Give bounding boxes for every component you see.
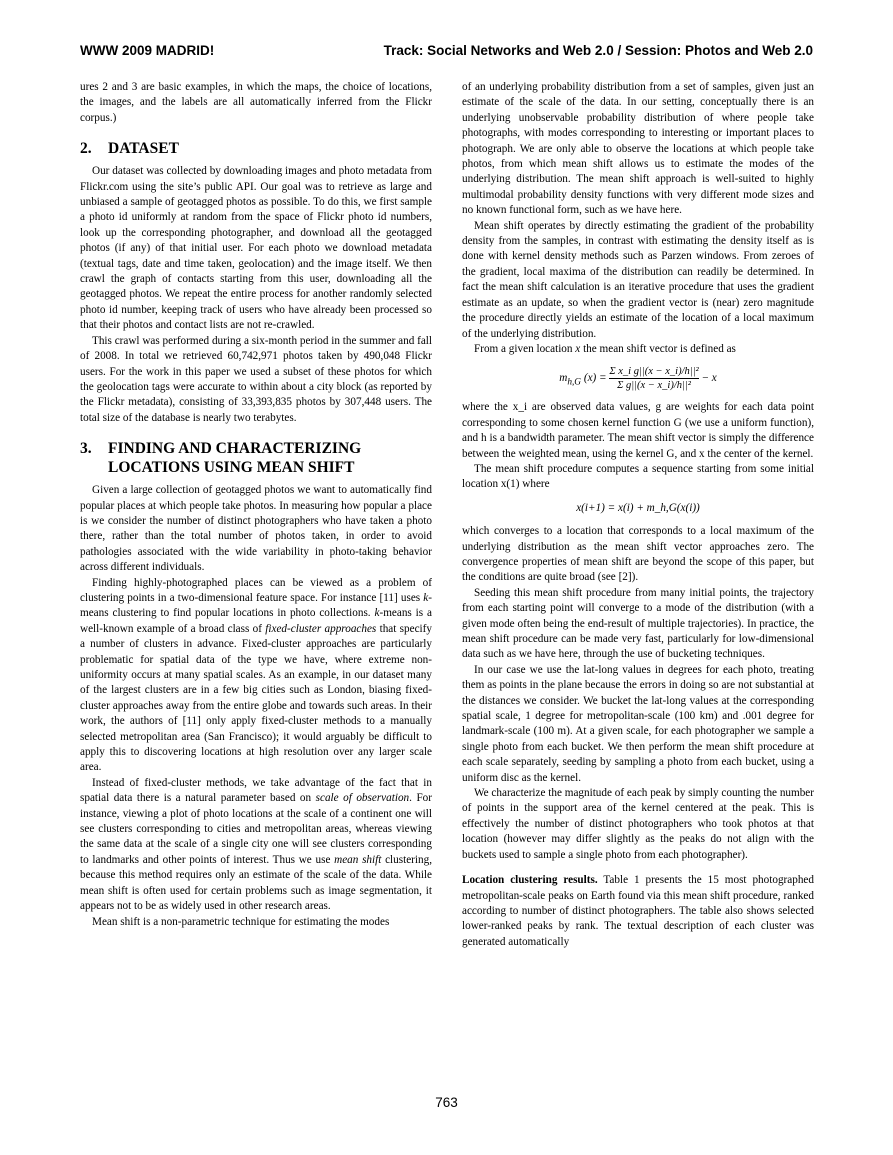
paragraph: We characterize the magnitude of each peak by simply counting the number of points in the support area of the kernel centered at the peak. This is effectively the number of distinct photographers who took photos at that location (however may differ slightly as the peaks do not align with the buckets used to sample a single photo from each photographer). <box>462 787 814 861</box>
section-heading-mean-shift <box>80 439 432 477</box>
section-number: 3. <box>80 440 92 458</box>
text-run: . For instance, viewing a plot of photo locations at the scale of a continent one will see clusters corresponding to cities and metropolitan areas, whereas viewing the same data at the scale of a single city one will see clusters corresponding to landmarks and other points of interest. Thus we use <box>80 792 433 866</box>
text-run: Finding highly-photographed places can be viewed as a problem of clustering points in a two-dimensional feature space. For instance [11] uses <box>80 576 432 604</box>
eq-subscript: h,G <box>567 377 582 388</box>
math-var: x <box>575 342 581 355</box>
eq-tail: − x <box>701 372 717 385</box>
paragraph: Given a large collection of geotagged photos we want to automatically find popular places at which people take photos. In measuring how popular a place is we consider the number of distinct photographers who have taken a photo there, rather than the total number of photos taken, in order to avoid pathologies associated with the wide variability in photo-taking behavior across different individuals. <box>80 484 432 574</box>
paragraph: The mean shift procedure computes a sequence starting from some initial location x(1) where <box>462 462 814 491</box>
paragraph: This crawl was performed during a six-month period in the summer and fall of 2008. In total we retrieved 60,742,971 photos taken by 490,048 Flickr users. For the work in this paper we used a subset of these photos for which the geolocation tags were accurate to within about a city block (as reported by the Flickr metadata), consisting of 33,393,835 photos by 307,448 users. The total size of the database is nearly two terabytes. <box>80 334 432 424</box>
conference-name: WWW 2009 MADRID! <box>80 43 215 58</box>
paragraph <box>80 576 432 776</box>
emphasis: fixed-cluster approaches <box>265 622 377 635</box>
left-column <box>80 80 432 930</box>
section-heading-dataset <box>80 139 432 158</box>
track-info: Track: Social Networks and Web 2.0 / Session: Photos and Web 2.0 <box>383 43 813 58</box>
iteration-equation: x(i+1) = x(i) + m_h,G(x(i)) <box>576 501 700 514</box>
page-number: 763 <box>435 1095 458 1110</box>
run-in-heading: Location clustering results. <box>462 874 598 887</box>
text-run: From a given location <box>474 342 576 355</box>
right-column <box>462 80 814 950</box>
paragraph: where the x_i are observed data values, g are weights for each data point corresponding to some chosen kernel function G (we use a uniform function), and h is a bandwidth parameter. The mean shift vector is simply the difference between the weighted mean, using the kernel G, and x the center of the kernel. <box>462 401 814 460</box>
eq-numerator: Σ x_i g||(x − x_i)/h||² <box>609 366 699 378</box>
paragraph: Mean shift operates by directly estimating the gradient of the probability density from the samples, in contrast with estimating the density itself as is done with kernel density methods such as Parzen windows. From zeroes of the gradient, local maxima of the distribution can readily be determined. In fact the mean shift calculation is an iterative procedure that uses the gradient estimate as an update, so when the gradient vector is (near) zero magnitude the procedure directly yields an estimate of the location of a local maximum of the underlying distribution. <box>462 219 814 340</box>
text-run: -means clustering to find popular locations in photo collections. <box>80 591 432 620</box>
eq-denominator: Σ g||(x − x_i)/h||² <box>609 378 698 392</box>
math-var: k <box>423 591 429 604</box>
paragraph: Seeding this mean shift procedure from many initial points, the trajectory from each starting point will converge to a mode of the distribution (with a given mode often being the end-result of multiple trajectories). In practice, the mean shift procedure can be made very fast, particularly for low-dimensional data such as we have here, through the use of bucketing techniques. <box>462 586 814 661</box>
text-run: Instead of fixed-cluster methods, we take advantage of the fact that in spatial data there is a natural parameter based on <box>80 776 432 805</box>
emphasis: mean shift <box>334 853 382 866</box>
emphasis: scale of observation <box>315 792 410 805</box>
paragraph: of an underlying probability distribution from a set of samples, given just an estimate of the scale of the data. In our setting, conceptually there is an underlying unobservable probability distribution of where people take photographs, with modes corresponding to interesting or important places to photograph. We are only able to observe the locations at which people take photos, from which mean shift allows us to estimate the modes of the underlying distribution. The mean shift approach is well-suited to highly multimodal probability density functions with very different mode sizes and no known functional form, such as we have here. <box>462 81 814 217</box>
text-run: that specify a number of clusters in advance. Fixed-cluster approaches are particularly problematic for spatial data of the type we have, where extreme non-uniformity occurs at many spatial scales. As an example, in our dataset many of the largest clusters are in a few big cities such as London, biasing fixed-cluster approaches away from the entire globe and towards such areas. In their work, the authors of [11] only apply fixed-cluster methods to a manually selected metropolitan area (San Francisco); it would arguably be difficult to apply this to discovering locations at high resolution over any larger scale area. <box>80 622 432 774</box>
math-var: k <box>374 607 380 620</box>
paragraph <box>80 776 432 915</box>
text-run: the mean shift vector is defined as <box>580 342 736 355</box>
eq-fraction <box>609 365 698 392</box>
section-number: 2. <box>80 140 92 158</box>
text-run: -means is a well-known example of a broad class of <box>80 607 432 635</box>
eq-symbol: m <box>559 372 568 385</box>
section-title: DATASET <box>108 140 179 158</box>
paragraph: Mean shift is a non-parametric technique for estimating the modes <box>92 915 390 928</box>
running-header <box>80 43 813 63</box>
paragraph: In our case we use the lat-long values in degrees for each photo, treating them as points in the plane because the errors in doing so are not substantial at the distances we consider. We bucket the lat-long values at the corresponding spatial scale, 1 degree for metropolitan-scale (100 km) and .001 degree for landmark-scale (100 m). At a given scale, for each photographer we sample a single photo from each bucket. We then perform the mean shift procedure at each scale separately, seeding by sampling a photo from each bucket, using a uniform disc as the kernel. <box>462 663 814 784</box>
paragraph: Our dataset was collected by downloading images and photo metadata from Flickr.com using the site’s public API. Our goal was to retrieve as large and unbiased a sample of geotagged photos as possible. To do this, we first sample a photo id uniformly at random from the space of Flickr photo id numbers, look up the corresponding photographer, and download all the geotagged photos (if any) of that initial user. For each photo we download metadata (textual tags, date and time taken, geolocation) and the image itself. We then crawl the graph of contacts starting from this user, downloading all the geotagged photos. We repeat the entire process for another randomly selected photo id number, keeping track of users who have already been processed so that their photos and contact lists are not re-crawled. <box>80 165 432 332</box>
paragraph: which converges to a location that corresponds to a local maximum of the underlying distribution as the mean shift vector approaches zero. The convergence properties of mean shift are beyond the scope of this paper, but the conditions are quite broad (see [2]). <box>462 525 814 584</box>
section-title: FINDING AND CHARACTERIZING LOCATIONS USING MEAN SHIFT <box>108 440 362 477</box>
eq-argument: (x) = <box>583 372 607 385</box>
paragraph <box>462 342 814 357</box>
paragraph <box>462 873 814 950</box>
text-run: Table 1 presents the 15 most photographed metropolitan-scale peaks on Earth found via this mean shift procedure, ranked according to number of distinct photographers. The table also shows selected lower-ranked peaks by rank. The textual description of each cluster was generated automatically <box>462 874 814 948</box>
mean-shift-equation <box>462 365 814 392</box>
paragraph: ures 2 and 3 are basic examples, in which the maps, the choice of locations, the images, and the labels are all automatically inferred from the Flickr corpus.) <box>80 81 432 124</box>
text-run: clustering, because this method requires only an estimate of the scale of the data. While mean shift is often used for certain problems such as image segmentation, it appears not to be as widely used in other research areas. <box>80 853 432 913</box>
